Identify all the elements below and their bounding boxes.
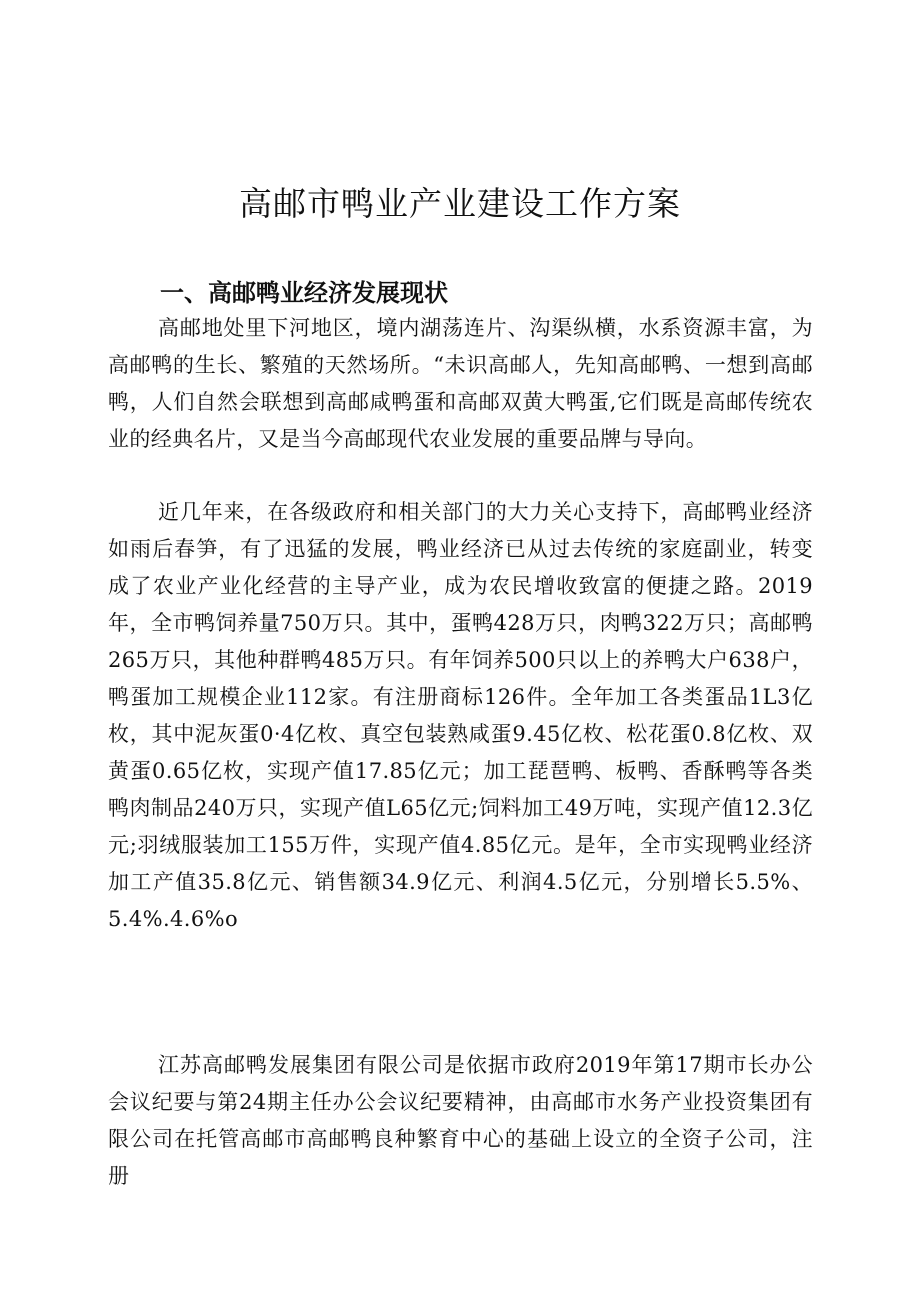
paragraph: 高邮地处里下河地区，境内湖荡连片、沟渠纵横，水系资源丰富，为高邮鸭的生长、繁殖的天然场所。“未识高邮人，先知高邮鸭、一想到高邮鸭，人们自然会联想到高邮咸鸭蛋和高邮双黄大鸭蛋,它们既是高邮传统农业的经典名片，又是当今高邮现代农业发展的重要品牌与导向。: [108, 316, 813, 451]
paragraph: 近几年来，在各级政府和相关部门的大力关心支持下，高邮鸭业经济如雨后春笋，有了迅猛的发展，鸭业经济已从过去传统的家庭副业，转变成了农业产业化经营的主导产业，成为农民增收致富的便捷之路。2019年，全市鸭饲养量750万只。其中，蛋鸭428万只，肉鸭322万只；高邮鸭265万只，其他种群鸭485万只。有年饲养500只以上的养鸭大户638户，鸭蛋加工规模企业112家。有注册商标126件。全年加工各类蛋品1L3亿枚，其中泥灰蛋0·4亿枚、真空包装熟咸蛋9.45亿枚、松花蛋0.8亿枚、双黄蛋0.65亿枚，实现产值17.85亿元；加工琵琶鸭、板鸭、香酥鸭等各类鸭肉制品240万只，实现产值L65亿元;饲料加工49万吨，实现产值12.3亿元;羽绒服装加工155万件，实现产值4.85亿元。是年，全市实现鸭业经济加工产值35.8亿元、销售额34.9亿元、利润4.5亿元，分别增长5.5%、5.4%.4.6%o: [108, 500, 813, 931]
paragraph: 江苏高邮鸭发展集团有限公司是依据市政府2019年第17期市长办公会议纪要与第24期主任办公会议纪要精神，由高邮市水务产业投资集团有限公司在托管高邮市高邮鸭良种繁育中心的基础上设立的全资子公司，注册: [108, 1053, 813, 1188]
section-heading: 一、高邮鸭业经济发展现状: [160, 278, 448, 307]
document-title: 高邮市鸭业产业建设工作方案: [239, 184, 681, 224]
